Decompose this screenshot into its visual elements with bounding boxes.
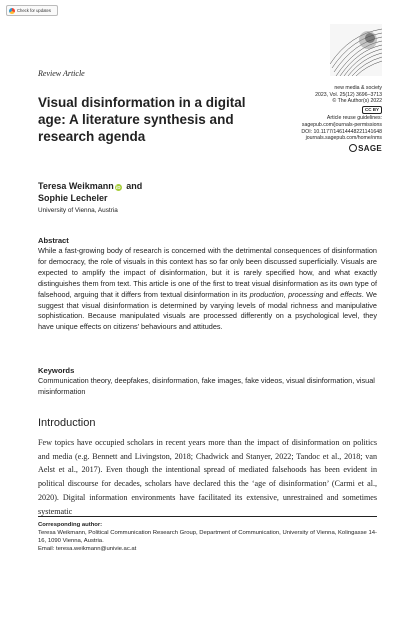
article-title: Visual disinformation in a digital age: A literature synthesis and research agenda [38,95,246,144]
author-list [38,180,142,204]
corresponding-label: Corresponding author: [38,522,103,528]
author-name[interactable]: Sophie Lecheler [38,193,108,203]
reuse-link[interactable]: sagepub.com/journals-permissions [301,121,382,128]
author-name[interactable]: Teresa Weikmann [38,181,114,191]
corresponding-author [38,521,377,553]
affiliation: University of Vienna, Austria [38,207,118,214]
sage-logo-icon [349,144,357,152]
journal-name: new media & society [334,85,382,91]
footnote-divider [38,516,377,517]
orcid-icon[interactable]: iD [115,185,121,190]
introduction-heading: Introduction [38,417,96,429]
abstract-text: While a fast-growing body of research is concerned with the detrimental consequences of disinformation for democracy, the role of visuals in this context has so far only been discussed superficially. Visuals are expected to amplify the impact of disinformation, but it is rarely specified how, and what exactly distinguishes them from text. This article is one of the first to treat visual disinformation as its own type of falsehood, arguing that it differs from textual disinformation in its production, processing and effects. We suggest that visual disinformation is determined by varying levels of modal richness and manipulative sophistication. Because manipulated visuals are processed differently on a psychological level, they have unique effects on citizens’ behaviours and attitudes. [38,246,377,332]
cc-license-badge[interactable]: CC BY [362,106,382,115]
check-for-updates-label: Check for updates [17,8,51,13]
corresponding-email[interactable]: Email: teresa.weikmann@univie.ac.at [38,546,137,553]
keywords-heading: Keywords [38,366,75,375]
reuse-label: Article reuse guidelines: [326,115,382,122]
author-connector: and [126,181,143,191]
update-icon [9,8,15,14]
check-for-updates-button[interactable] [6,5,58,16]
keywords-text: Communication theory, deepfakes, disinformation, fake images, fake videos, visual disinformation, visual misinformation [38,376,375,396]
journal-citation: 2023, Vol. 25(12) 3696–3713 [315,91,382,98]
publisher-logo: SAGE [358,143,382,153]
journal-cover-image [330,24,382,76]
introduction-text: Few topics have occupied scholars in recent years more than the impact of disinformation on politics and media (e.g. Bennett and Livingston, 2018; Chadwick and Stanyer, 2022; Tandoc et al., 2018; van Aelst et al., 2017). Even though the intentional spread of mediated falsehoods has been evident in political discourse for decades, scholars have declared this the ‘age of disinformation’ (Carmi et al., 2020). Digital information environments have facilitated its extensive, unrestrained and sometimes systematic [38,438,377,516]
corresponding-address: Teresa Weikmann, Political Communication Research Group, Department of Communication, University of Vienna, Kolingasse 14-16, 1090 Vienna, Austria. [38,530,377,545]
abstract-heading: Abstract [38,236,69,245]
article-type: Review Article [38,69,85,78]
journal-home-link[interactable]: journals.sagepub.com/home/nms [305,135,382,142]
copyright: © The Author(s) 2022 [332,98,382,105]
doi-link[interactable]: DOI: 10.1177/14614448221141648 [301,128,382,135]
